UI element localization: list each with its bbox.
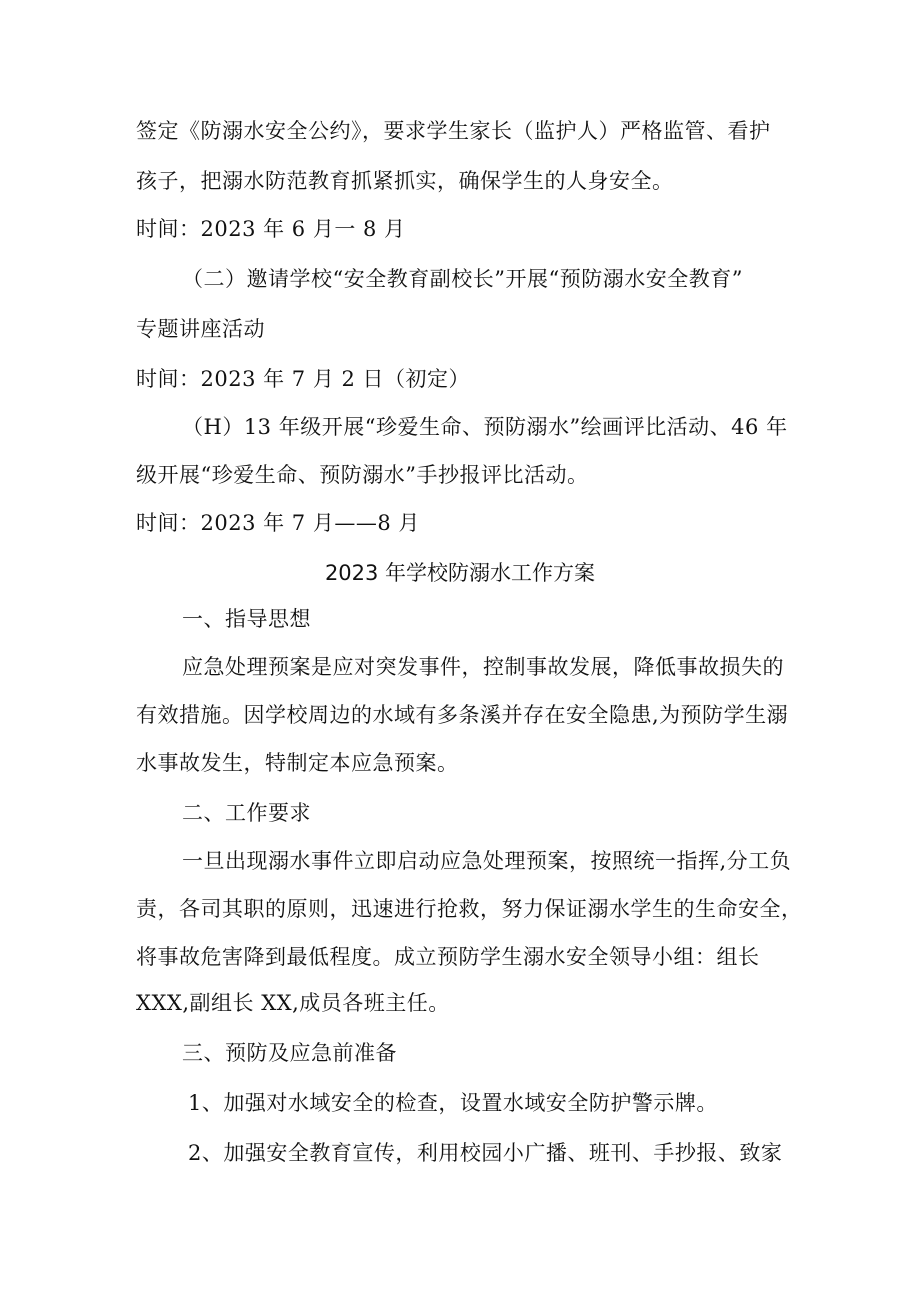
section-heading-1: 一、指导思想 <box>182 607 311 631</box>
text-line-16: XXX,副组长 XX,成员各班主任。 <box>136 991 450 1015</box>
text-line-8: 级开展“珍爱生命、预防溺水”手抄报评比活动。 <box>136 463 589 487</box>
document-title: 2023 年学校防溺水工作方案 <box>324 561 596 585</box>
section-heading-2: 二、工作要求 <box>182 801 311 825</box>
text-line-17: 1、加强对水域安全的检查，设置水域安全防护警示牌。 <box>188 1091 718 1115</box>
section-heading-3: 三、预防及应急前准备 <box>182 1041 397 1065</box>
text-line-14: 责，各司其职的原则，迅速进行抢救，努力保证溺水学生的生命安全， <box>136 897 803 921</box>
text-line-7: （H）13 年级开展“珍爱生命、预防溺水”绘画评比活动、46 年 <box>182 415 788 439</box>
text-line-13: 一旦出现溺水事件立即启动应急处理预案，按照统一指挥,分工负 <box>182 849 792 873</box>
text-line-4: （二）邀请学校“安全教育副校长”开展“预防溺水安全教育” <box>182 267 743 291</box>
text-line-11: 有效措施。因学校周边的水域有多条溪并存在安全隐患,为预防学生溺 <box>136 703 789 727</box>
text-line-5: 专题讲座活动 <box>136 317 265 341</box>
text-line-6: 时间：2023 年 7 月 2 日（初定） <box>136 367 471 391</box>
text-line-12: 水事故发生，特制定本应急预案。 <box>136 751 459 775</box>
text-line-3: 时间：2023 年 6 月一 8 月 <box>136 217 406 241</box>
text-line-15: 将事故危害降到最低程度。成立预防学生溺水安全领导小组：组长 <box>136 945 760 969</box>
text-line-10: 应急处理预案是应对突发事件，控制事故发展，降低事故损失的 <box>182 655 784 679</box>
text-line-18: 2、加强安全教育宣传，利用校园小广播、班刊、手抄报、致家 <box>188 1141 783 1165</box>
text-line-1: 签定《防溺水安全公约》，要求学生家长（监护人）严格监管、看护 <box>136 119 771 143</box>
text-line-9: 时间：2023 年 7 月——8 月 <box>136 511 420 535</box>
text-line-2: 孩子，把溺水防范教育抓紧抓实，确保学生的人身安全。 <box>136 169 674 193</box>
